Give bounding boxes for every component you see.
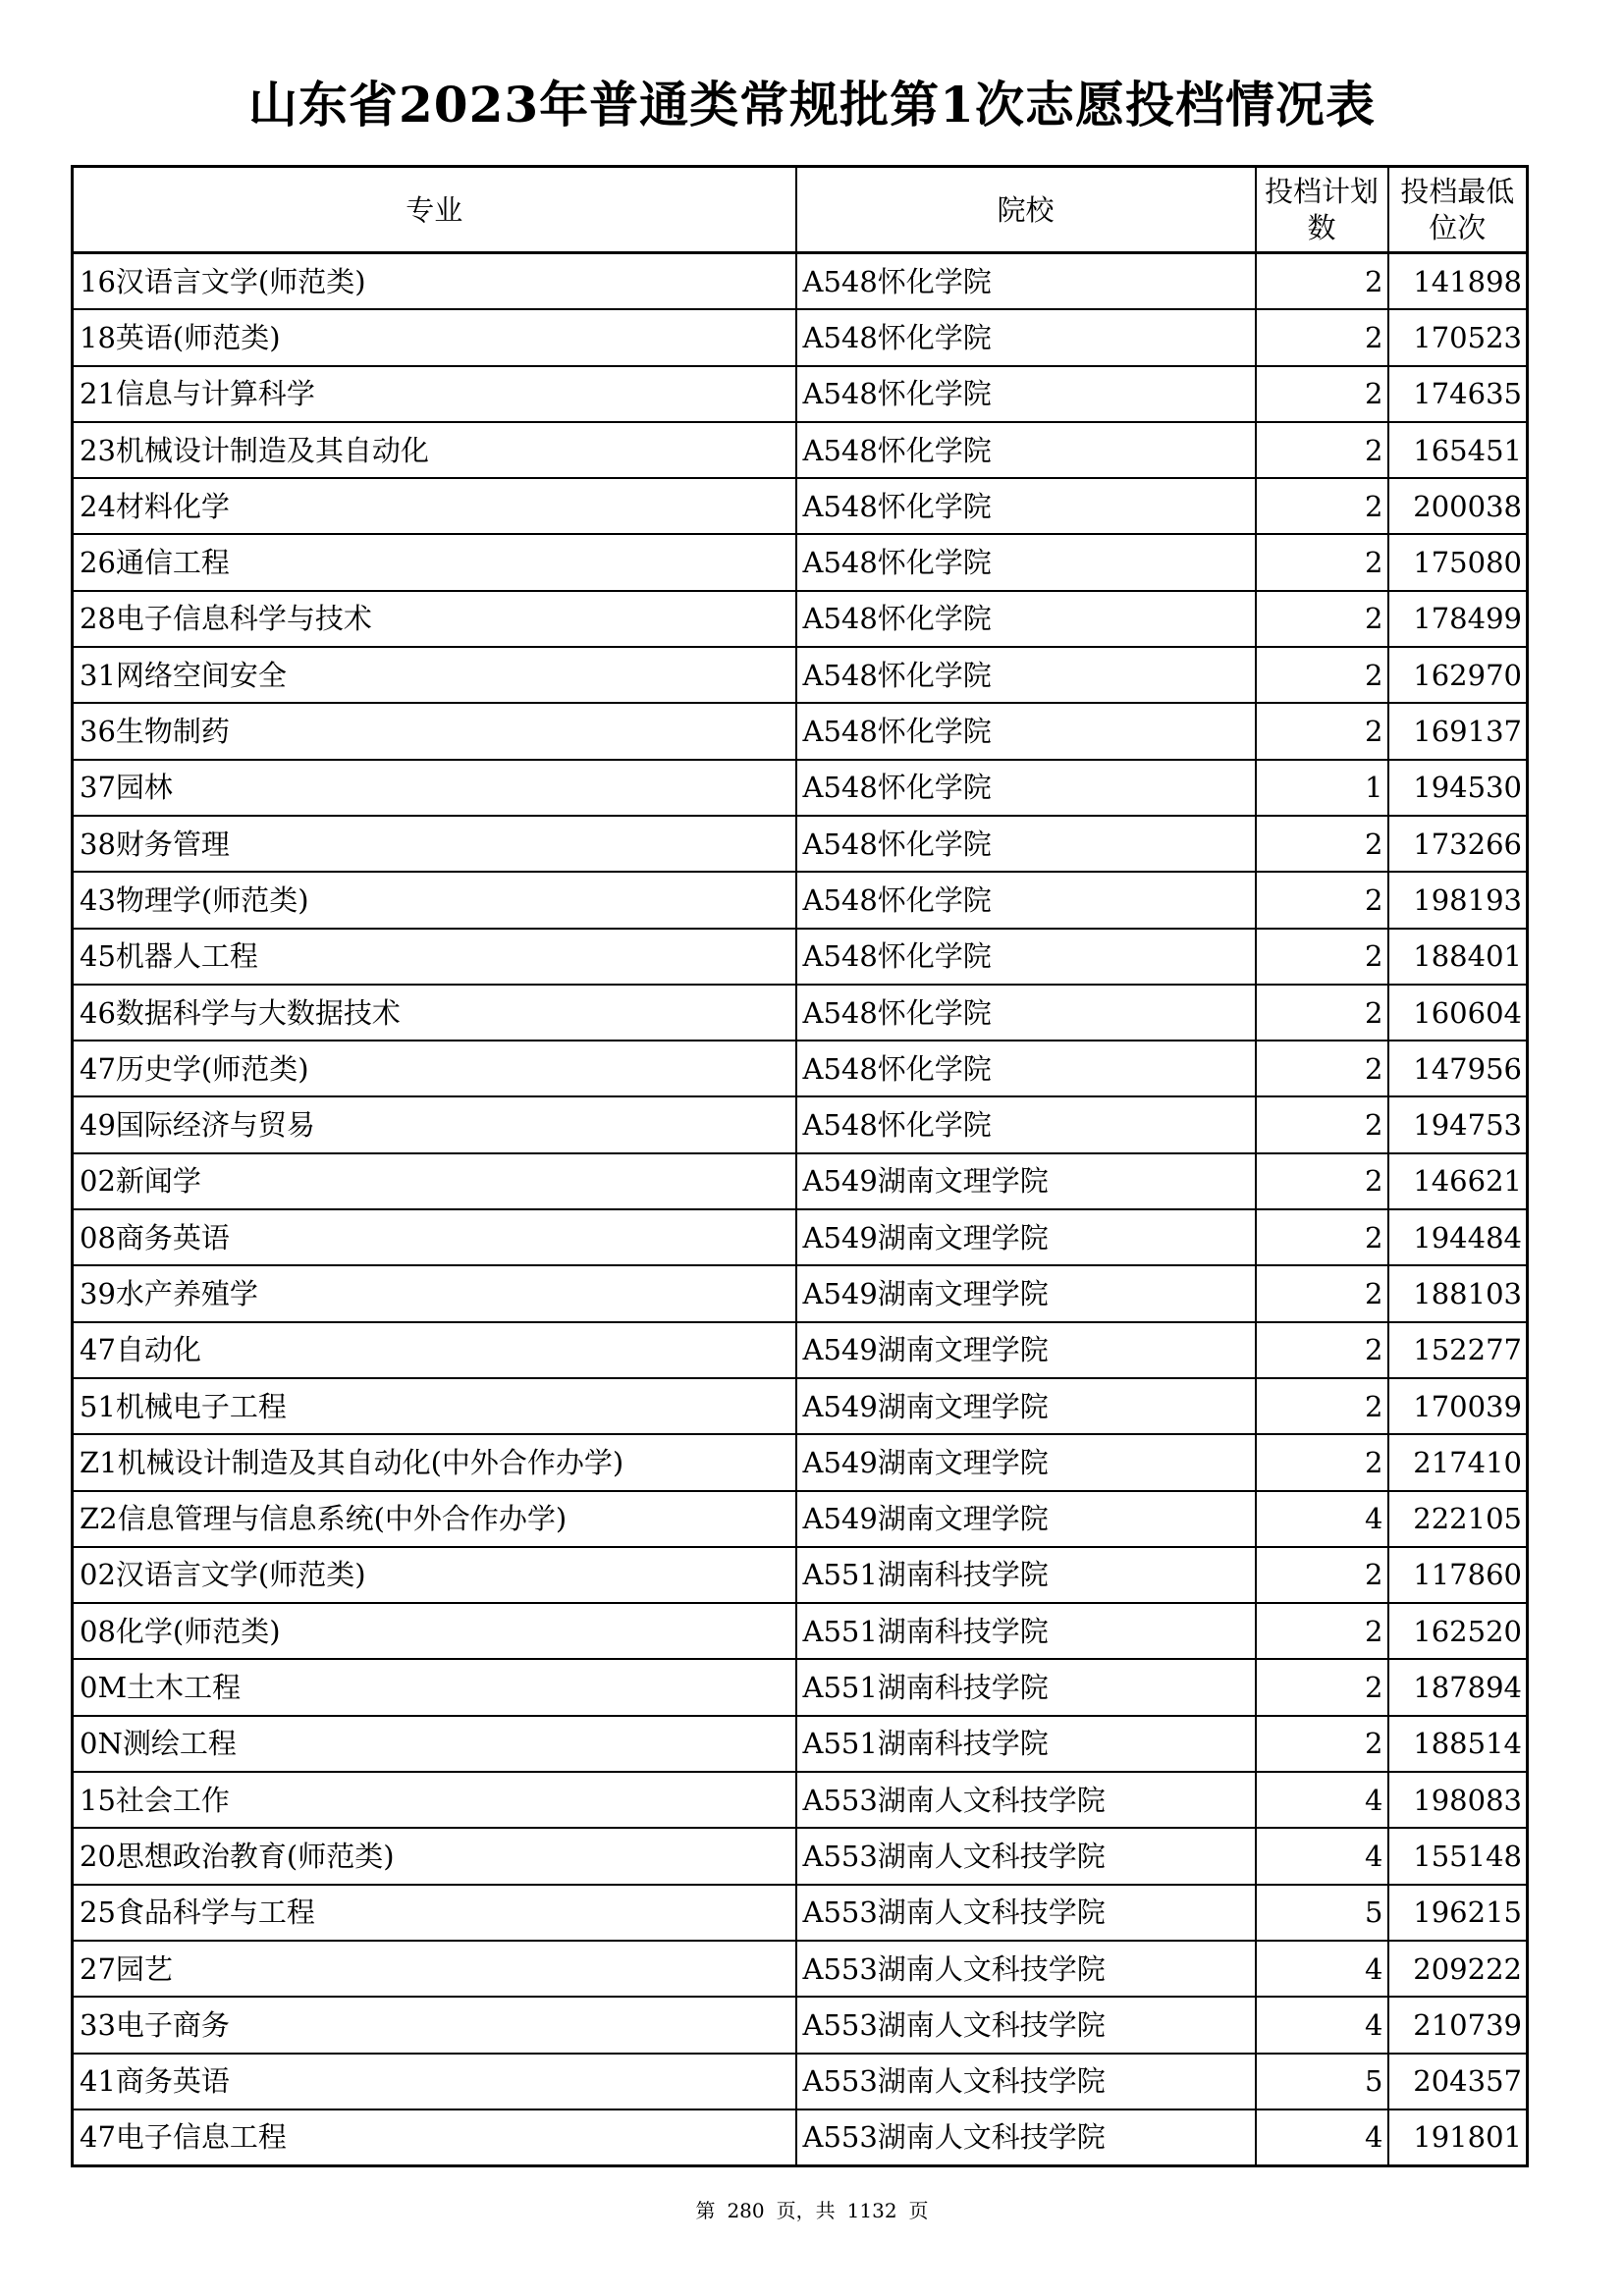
cell-plan: 4 bbox=[1256, 1941, 1388, 1997]
table-row bbox=[73, 872, 1528, 928]
cell-plan: 2 bbox=[1256, 872, 1388, 928]
cell-min-rank: 198083 bbox=[1388, 1772, 1528, 1828]
cell-min-rank: 175080 bbox=[1388, 534, 1528, 590]
table-row bbox=[73, 929, 1528, 985]
cell-major: 15社会工作 bbox=[73, 1772, 796, 1828]
table-row bbox=[73, 760, 1528, 816]
cell-plan: 4 bbox=[1256, 1997, 1388, 2053]
cell-min-rank: 188514 bbox=[1388, 1716, 1528, 1772]
cell-school: A549湖南文理学院 bbox=[796, 1434, 1256, 1490]
cell-school: A551湖南科技学院 bbox=[796, 1547, 1256, 1603]
cell-major: 45机器人工程 bbox=[73, 929, 796, 985]
cell-major: 38财务管理 bbox=[73, 816, 796, 872]
table-row bbox=[73, 1885, 1528, 1941]
cell-min-rank: 188103 bbox=[1388, 1265, 1528, 1321]
table-row bbox=[73, 1209, 1528, 1265]
footer-prefix: 第 bbox=[695, 2199, 716, 2222]
cell-plan: 2 bbox=[1256, 253, 1388, 310]
cell-min-rank: 170523 bbox=[1388, 309, 1528, 365]
cell-major: 47历史学(师范类) bbox=[73, 1041, 796, 1096]
cell-plan: 2 bbox=[1256, 985, 1388, 1041]
cell-school: A553湖南人文科技学院 bbox=[796, 1997, 1256, 2053]
footer-page-number: 280 bbox=[727, 2199, 765, 2222]
cell-min-rank: 187894 bbox=[1388, 1659, 1528, 1715]
cell-school: A548怀化学院 bbox=[796, 703, 1256, 759]
cell-school: A553湖南人文科技学院 bbox=[796, 1885, 1256, 1941]
cell-major: Z1机械设计制造及其自动化(中外合作办学) bbox=[73, 1434, 796, 1490]
table-header-row bbox=[73, 167, 1528, 253]
cell-school: A553湖南人文科技学院 bbox=[796, 1772, 1256, 1828]
cell-school: A548怀化学院 bbox=[796, 1096, 1256, 1152]
cell-school: A548怀化学院 bbox=[796, 647, 1256, 703]
cell-plan: 4 bbox=[1256, 2109, 1388, 2166]
cell-min-rank: 155148 bbox=[1388, 1828, 1528, 1884]
cell-min-rank: 162520 bbox=[1388, 1603, 1528, 1659]
cell-min-rank: 147956 bbox=[1388, 1041, 1528, 1096]
cell-school: A551湖南科技学院 bbox=[796, 1716, 1256, 1772]
cell-plan: 2 bbox=[1256, 1716, 1388, 1772]
cell-major: 02新闻学 bbox=[73, 1153, 796, 1209]
cell-plan: 2 bbox=[1256, 647, 1388, 703]
cell-school: A548怀化学院 bbox=[796, 591, 1256, 647]
table-row bbox=[73, 647, 1528, 703]
cell-major: 43物理学(师范类) bbox=[73, 872, 796, 928]
page-title: 山东省2023年普通类常规批第1次志愿投档情况表 bbox=[248, 76, 1376, 133]
table-row bbox=[73, 816, 1528, 872]
cell-major: 16汉语言文学(师范类) bbox=[73, 253, 796, 310]
cell-min-rank: 194753 bbox=[1388, 1096, 1528, 1152]
table-row bbox=[73, 1491, 1528, 1547]
table-row bbox=[73, 366, 1528, 422]
cell-major: 46数据科学与大数据技术 bbox=[73, 985, 796, 1041]
cell-school: A548怀化学院 bbox=[796, 253, 1256, 310]
cell-major: 02汉语言文学(师范类) bbox=[73, 1547, 796, 1603]
cell-school: A553湖南人文科技学院 bbox=[796, 1941, 1256, 1997]
cell-major: 27园艺 bbox=[73, 1941, 796, 1997]
table-body bbox=[73, 253, 1528, 2166]
table-row bbox=[73, 1828, 1528, 1884]
cell-major: 18英语(师范类) bbox=[73, 309, 796, 365]
cell-plan: 2 bbox=[1256, 1041, 1388, 1096]
cell-min-rank: 209222 bbox=[1388, 1941, 1528, 1997]
cell-plan: 2 bbox=[1256, 1659, 1388, 1715]
cell-plan: 1 bbox=[1256, 760, 1388, 816]
cell-school: A548怀化学院 bbox=[796, 816, 1256, 872]
table-row bbox=[73, 591, 1528, 647]
cell-school: A548怀化学院 bbox=[796, 929, 1256, 985]
cell-major: 51机械电子工程 bbox=[73, 1378, 796, 1434]
cell-plan: 2 bbox=[1256, 929, 1388, 985]
table-row bbox=[73, 422, 1528, 478]
cell-major: Z2信息管理与信息系统(中外合作办学) bbox=[73, 1491, 796, 1547]
cell-plan: 2 bbox=[1256, 816, 1388, 872]
page-footer bbox=[0, 2195, 1624, 2223]
cell-major: 28电子信息科学与技术 bbox=[73, 591, 796, 647]
header-min-rank: 投档最低位次 bbox=[1388, 167, 1528, 253]
cell-major: 47电子信息工程 bbox=[73, 2109, 796, 2166]
cell-major: 23机械设计制造及其自动化 bbox=[73, 422, 796, 478]
cell-min-rank: 160604 bbox=[1388, 985, 1528, 1041]
table-row bbox=[73, 534, 1528, 590]
cell-min-rank: 174635 bbox=[1388, 366, 1528, 422]
table-row bbox=[73, 1434, 1528, 1490]
table-row bbox=[73, 1547, 1528, 1603]
cell-plan: 5 bbox=[1256, 2054, 1388, 2109]
table-row bbox=[73, 2109, 1528, 2166]
cell-min-rank: 217410 bbox=[1388, 1434, 1528, 1490]
cell-school: A548怀化学院 bbox=[796, 422, 1256, 478]
cell-min-rank: 170039 bbox=[1388, 1378, 1528, 1434]
cell-plan: 2 bbox=[1256, 422, 1388, 478]
cell-major: 24材料化学 bbox=[73, 478, 796, 534]
cell-plan: 2 bbox=[1256, 1096, 1388, 1152]
footer-middle: 页，共 bbox=[776, 2199, 836, 2222]
table-row bbox=[73, 703, 1528, 759]
table-row bbox=[73, 1096, 1528, 1152]
header-school: 院校 bbox=[796, 167, 1256, 253]
cell-plan: 2 bbox=[1256, 366, 1388, 422]
cell-major: 47自动化 bbox=[73, 1322, 796, 1378]
table-row bbox=[73, 1659, 1528, 1715]
cell-school: A549湖南文理学院 bbox=[796, 1491, 1256, 1547]
cell-plan: 2 bbox=[1256, 703, 1388, 759]
cell-plan: 4 bbox=[1256, 1828, 1388, 1884]
cell-school: A548怀化学院 bbox=[796, 1041, 1256, 1096]
footer-suffix: 页 bbox=[908, 2199, 929, 2222]
cell-min-rank: 141898 bbox=[1388, 253, 1528, 310]
cell-major: 20思想政治教育(师范类) bbox=[73, 1828, 796, 1884]
table-row bbox=[73, 1041, 1528, 1096]
cell-min-rank: 165451 bbox=[1388, 422, 1528, 478]
cell-min-rank: 210739 bbox=[1388, 1997, 1528, 2053]
cell-school: A551湖南科技学院 bbox=[796, 1603, 1256, 1659]
cell-major: 0N测绘工程 bbox=[73, 1716, 796, 1772]
cell-school: A549湖南文理学院 bbox=[796, 1378, 1256, 1434]
cell-plan: 2 bbox=[1256, 534, 1388, 590]
table-row bbox=[73, 1997, 1528, 2053]
cell-major: 36生物制药 bbox=[73, 703, 796, 759]
cell-plan: 2 bbox=[1256, 1265, 1388, 1321]
cell-min-rank: 191801 bbox=[1388, 2109, 1528, 2166]
cell-major: 37园林 bbox=[73, 760, 796, 816]
table-row bbox=[73, 1603, 1528, 1659]
table-row bbox=[73, 1153, 1528, 1209]
cell-min-rank: 204357 bbox=[1388, 2054, 1528, 2109]
cell-school: A548怀化学院 bbox=[796, 309, 1256, 365]
cell-major: 33电子商务 bbox=[73, 1997, 796, 2053]
cell-min-rank: 146621 bbox=[1388, 1153, 1528, 1209]
cell-min-rank: 194530 bbox=[1388, 760, 1528, 816]
cell-min-rank: 196215 bbox=[1388, 1885, 1528, 1941]
table-row bbox=[73, 1941, 1528, 1997]
header-major: 专业 bbox=[73, 167, 796, 253]
cell-major: 26通信工程 bbox=[73, 534, 796, 590]
admission-table bbox=[71, 165, 1529, 2167]
cell-min-rank: 198193 bbox=[1388, 872, 1528, 928]
cell-major: 31网络空间安全 bbox=[73, 647, 796, 703]
header-plan: 投档计划数 bbox=[1256, 167, 1388, 253]
cell-major: 08商务英语 bbox=[73, 1209, 796, 1265]
table-row bbox=[73, 478, 1528, 534]
table-row bbox=[73, 253, 1528, 310]
cell-school: A548怀化学院 bbox=[796, 366, 1256, 422]
cell-major: 25食品科学与工程 bbox=[73, 1885, 796, 1941]
cell-min-rank: 169137 bbox=[1388, 703, 1528, 759]
cell-plan: 2 bbox=[1256, 1153, 1388, 1209]
cell-school: A553湖南人文科技学院 bbox=[796, 2054, 1256, 2109]
cell-plan: 2 bbox=[1256, 1378, 1388, 1434]
cell-school: A548怀化学院 bbox=[796, 760, 1256, 816]
cell-min-rank: 162970 bbox=[1388, 647, 1528, 703]
cell-min-rank: 117860 bbox=[1388, 1547, 1528, 1603]
table-row bbox=[73, 309, 1528, 365]
cell-school: A548怀化学院 bbox=[796, 534, 1256, 590]
cell-major: 21信息与计算科学 bbox=[73, 366, 796, 422]
cell-min-rank: 194484 bbox=[1388, 1209, 1528, 1265]
cell-major: 08化学(师范类) bbox=[73, 1603, 796, 1659]
cell-school: A553湖南人文科技学院 bbox=[796, 1828, 1256, 1884]
cell-plan: 2 bbox=[1256, 309, 1388, 365]
cell-min-rank: 173266 bbox=[1388, 816, 1528, 872]
cell-plan: 2 bbox=[1256, 1547, 1388, 1603]
cell-min-rank: 200038 bbox=[1388, 478, 1528, 534]
cell-min-rank: 178499 bbox=[1388, 591, 1528, 647]
cell-major: 0M土木工程 bbox=[73, 1659, 796, 1715]
table-row bbox=[73, 2054, 1528, 2109]
cell-plan: 2 bbox=[1256, 1322, 1388, 1378]
cell-plan: 5 bbox=[1256, 1885, 1388, 1941]
cell-school: A548怀化学院 bbox=[796, 872, 1256, 928]
cell-school: A549湖南文理学院 bbox=[796, 1322, 1256, 1378]
cell-school: A549湖南文理学院 bbox=[796, 1153, 1256, 1209]
table-row bbox=[73, 1772, 1528, 1828]
table-row bbox=[73, 1322, 1528, 1378]
cell-school: A548怀化学院 bbox=[796, 985, 1256, 1041]
cell-min-rank: 188401 bbox=[1388, 929, 1528, 985]
table-row bbox=[73, 1378, 1528, 1434]
table-row bbox=[73, 1716, 1528, 1772]
cell-plan: 2 bbox=[1256, 591, 1388, 647]
cell-school: A549湖南文理学院 bbox=[796, 1265, 1256, 1321]
table-row bbox=[73, 985, 1528, 1041]
cell-plan: 2 bbox=[1256, 1434, 1388, 1490]
cell-school: A549湖南文理学院 bbox=[796, 1209, 1256, 1265]
cell-major: 41商务英语 bbox=[73, 2054, 796, 2109]
cell-plan: 4 bbox=[1256, 1491, 1388, 1547]
cell-plan: 2 bbox=[1256, 478, 1388, 534]
cell-min-rank: 222105 bbox=[1388, 1491, 1528, 1547]
cell-plan: 2 bbox=[1256, 1209, 1388, 1265]
cell-major: 39水产养殖学 bbox=[73, 1265, 796, 1321]
cell-min-rank: 152277 bbox=[1388, 1322, 1528, 1378]
cell-school: A551湖南科技学院 bbox=[796, 1659, 1256, 1715]
cell-school: A548怀化学院 bbox=[796, 478, 1256, 534]
cell-plan: 2 bbox=[1256, 1603, 1388, 1659]
table-row bbox=[73, 1265, 1528, 1321]
cell-major: 49国际经济与贸易 bbox=[73, 1096, 796, 1152]
cell-school: A553湖南人文科技学院 bbox=[796, 2109, 1256, 2166]
footer-total-pages: 1132 bbox=[846, 2199, 897, 2222]
cell-plan: 4 bbox=[1256, 1772, 1388, 1828]
